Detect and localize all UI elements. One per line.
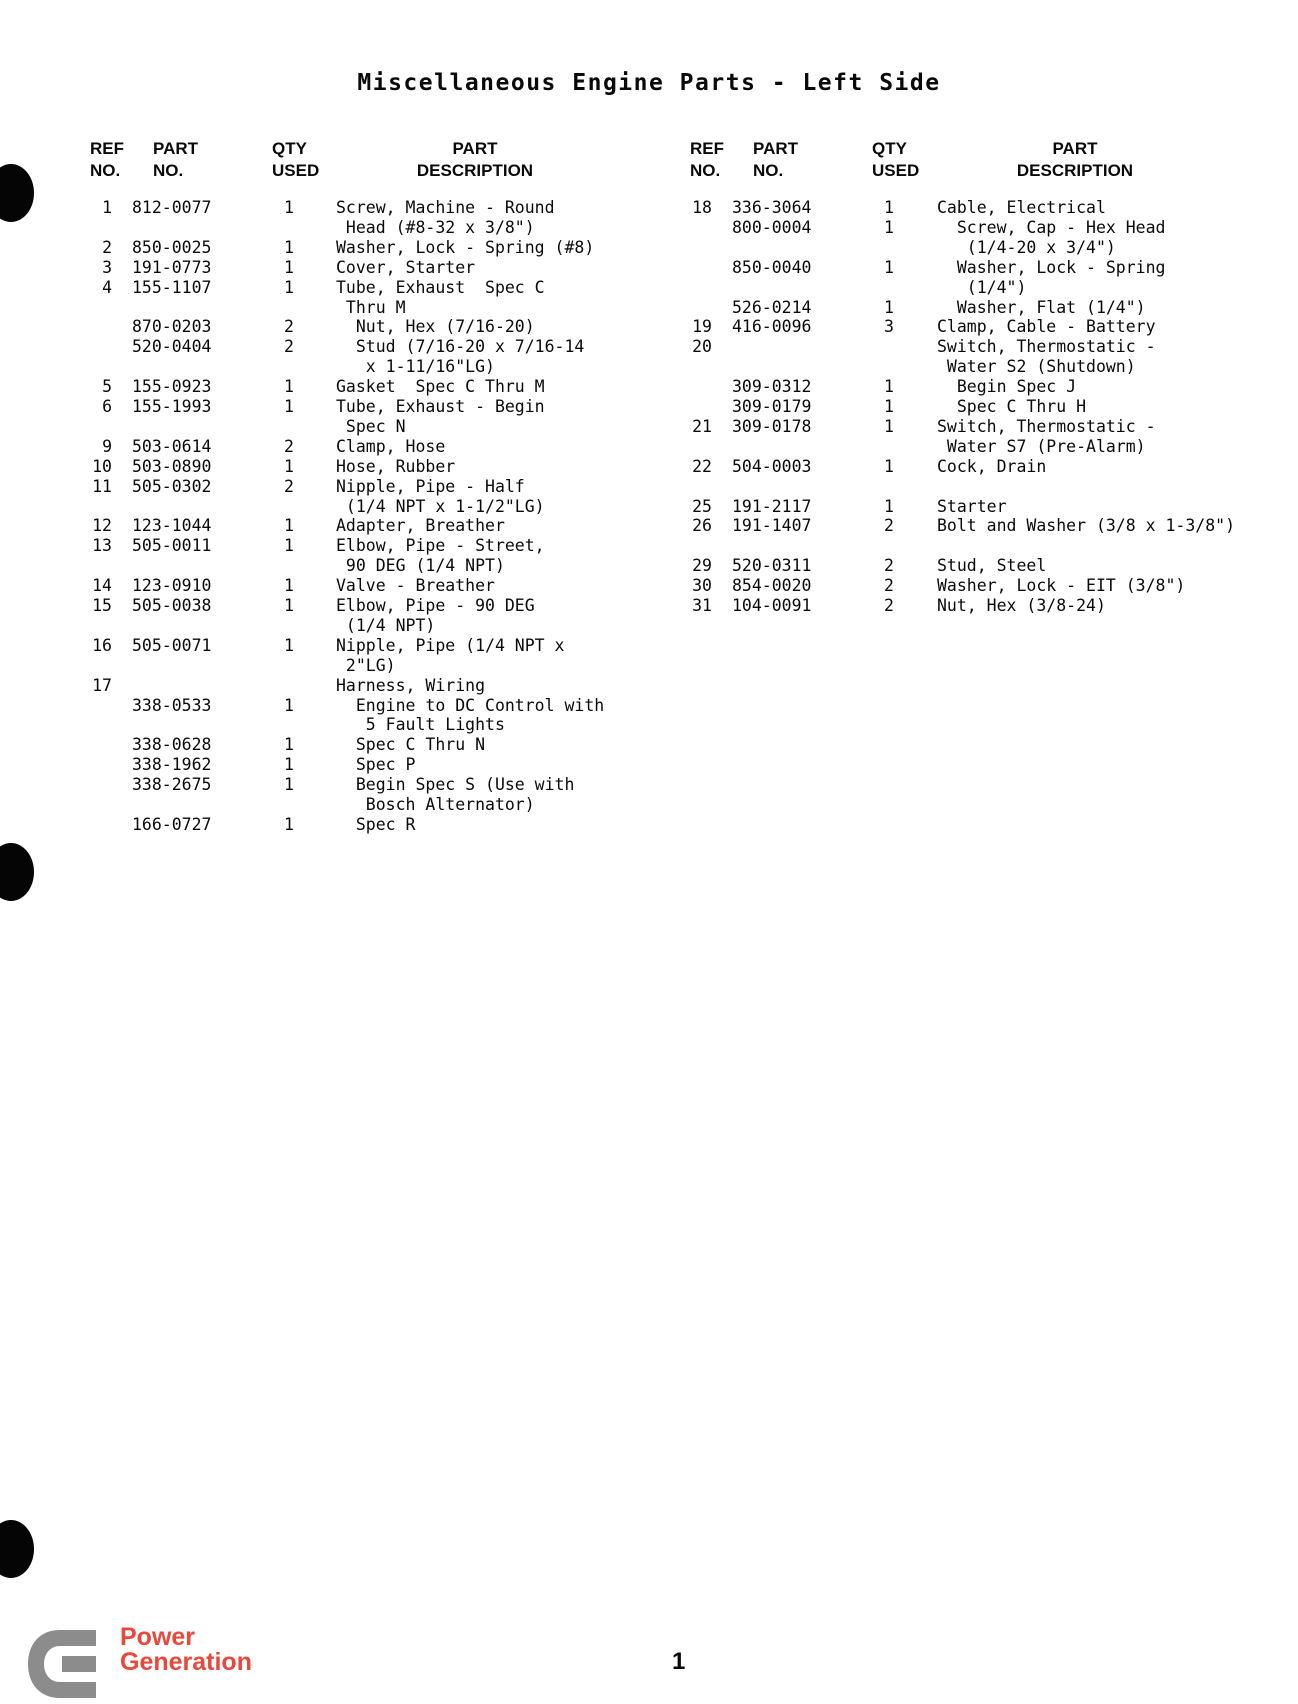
part-qty-right: 2 (884, 556, 894, 576)
cummins-logo-icon (26, 1626, 100, 1702)
part-qty-right: 1 (884, 377, 894, 397)
part-description-left: Tube, Exhaust Spec C (336, 277, 545, 297)
part-description-right: Screw, Cap - Hex Head (937, 217, 1166, 237)
part-description-right: Switch, Thermostatic - (937, 416, 1156, 436)
part-ref-no-right: 22 (692, 456, 712, 476)
part-description-right: Cable, Electrical (937, 198, 1106, 217)
part-description-left: Engine to DC Control with (336, 695, 605, 715)
part-description-right: Cock, Drain (937, 456, 1047, 476)
part-number-left: 503-0614 (132, 436, 212, 456)
part-ref-no-right: 31 (692, 596, 712, 615)
part-qty-right: 1 (884, 456, 894, 476)
part-number-right: 416-0096 (732, 317, 812, 337)
part-description-left: Nut, Hex (7/16-20) (336, 317, 535, 337)
part-description-left: x 1-11/16"LG) (336, 357, 495, 377)
part-description-right: Clamp, Cable - Battery (937, 317, 1156, 337)
part-qty-left: 1 (284, 775, 294, 795)
header-part-description-right: PART DESCRIPTION (1016, 139, 1134, 180)
header-part-no-left: PART NO. (153, 139, 199, 180)
part-description-left: Spec P (336, 755, 416, 775)
part-ref-no-left: 6 (102, 397, 112, 416)
part-number-right: 336-3064 (732, 198, 812, 217)
part-qty-left: 1 (284, 735, 294, 755)
part-number-left: 505-0071 (132, 635, 212, 655)
header-qty-used-right: QTY USED (872, 139, 920, 180)
part-number-left: 870-0203 (132, 317, 212, 337)
part-qty-right: 2 (884, 576, 894, 596)
part-number-left: 812-0077 (132, 198, 212, 217)
part-ref-no-left: 16 (92, 635, 112, 655)
part-description-left: Cover, Starter (336, 257, 476, 277)
part-number-right: 520-0311 (732, 556, 812, 576)
part-qty-right: 3 (884, 317, 894, 337)
part-qty-left: 1 (284, 814, 294, 834)
part-description-left: Hose, Rubber (336, 456, 456, 476)
part-qty-left: 1 (284, 456, 294, 476)
part-ref-no-left: 5 (102, 377, 112, 397)
part-number-left: 850-0025 (132, 237, 212, 257)
part-description-right: Nut, Hex (3/8-24) (937, 596, 1106, 615)
part-number-right: 309-0178 (732, 416, 812, 436)
part-ref-no-right: 30 (692, 576, 712, 596)
part-description-right: Begin Spec J (937, 377, 1077, 397)
part-qty-left: 1 (284, 397, 294, 416)
part-ref-no-left: 17 (92, 675, 112, 695)
part-number-right: 854-0020 (732, 576, 812, 596)
part-description-left: Elbow, Pipe - Street, (336, 536, 545, 556)
part-ref-no-right: 29 (692, 556, 712, 576)
part-qty-left: 1 (284, 536, 294, 556)
part-description-right: Washer, Lock - EIT (3/8") (937, 576, 1186, 596)
part-number-right: 309-0179 (732, 397, 812, 416)
part-description-right: Water S2 (Shutdown) (937, 357, 1136, 377)
part-description-left: (1/4 NPT x 1-1/2"LG) (336, 496, 545, 516)
part-qty-right: 1 (884, 257, 894, 277)
part-number-left: 505-0302 (132, 476, 212, 496)
punch-hole (0, 164, 34, 222)
part-ref-no-left: 4 (102, 277, 112, 297)
part-number-left: 505-0011 (132, 536, 212, 556)
part-number-right: 191-1407 (732, 516, 812, 536)
part-qty-left: 2 (284, 476, 294, 496)
punch-hole (0, 843, 34, 901)
part-number-left: 191-0773 (132, 257, 212, 277)
part-description-right: (1/4") (937, 277, 1027, 297)
part-qty-left: 1 (284, 635, 294, 655)
header-ref-no-left: REF NO. (90, 139, 124, 180)
part-description-right: Washer, Lock - Spring (937, 257, 1166, 277)
part-description-left: Spec R (336, 814, 416, 834)
part-description-left: Stud (7/16-20 x 7/16-14 (336, 337, 585, 357)
part-number-left: 166-0727 (132, 814, 212, 834)
part-number-left: 338-1962 (132, 755, 212, 775)
part-description-right: Switch, Thermostatic - (937, 337, 1156, 357)
part-qty-left: 1 (284, 596, 294, 615)
part-ref-no-right: 20 (692, 337, 712, 357)
part-description-left: (1/4 NPT) (336, 615, 436, 635)
part-number-left: 505-0038 (132, 596, 212, 615)
part-ref-no-right: 26 (692, 516, 712, 536)
page-title: Miscellaneous Engine Parts - Left Side (357, 70, 941, 96)
part-number-right: 309-0312 (732, 377, 812, 397)
part-number-left: 503-0890 (132, 456, 212, 476)
part-description-left: Nipple, Pipe (1/4 NPT x (336, 635, 565, 655)
part-description-left: Washer, Lock - Spring (#8) (336, 237, 595, 257)
part-ref-no-left: 13 (92, 536, 112, 556)
part-description-left: Head (#8-32 x 3/8") (336, 217, 535, 237)
part-description-left: Spec N (336, 416, 406, 436)
part-ref-no-left: 12 (92, 516, 112, 536)
part-qty-left: 1 (284, 516, 294, 536)
part-description-left: Begin Spec S (Use with (336, 775, 575, 795)
part-qty-left: 1 (284, 237, 294, 257)
header-part-description-left: PART DESCRIPTION (416, 139, 534, 180)
brand-line-power: Power (120, 1623, 196, 1651)
part-description-left: Valve - Breather (336, 576, 495, 596)
part-number-right: 800-0004 (732, 217, 812, 237)
part-ref-no-left: 14 (92, 576, 112, 596)
part-ref-no-left: 1 (102, 198, 112, 217)
part-description-right: Water S7 (Pre-Alarm) (937, 436, 1146, 456)
part-description-left: Spec C Thru N (336, 735, 486, 755)
part-number-left: 123-0910 (132, 576, 212, 596)
part-ref-no-right: 25 (692, 496, 712, 516)
part-qty-right: 1 (884, 217, 894, 237)
part-qty-left: 2 (284, 317, 294, 337)
part-qty-right: 1 (884, 397, 894, 416)
part-ref-no-left: 15 (92, 596, 112, 615)
part-description-left: 2"LG) (336, 655, 396, 675)
part-qty-right: 2 (884, 516, 894, 536)
part-description-right: Starter (937, 496, 1007, 516)
part-qty-left: 2 (284, 436, 294, 456)
part-qty-left: 1 (284, 257, 294, 277)
part-qty-left: 1 (284, 695, 294, 715)
punch-hole (0, 1520, 34, 1578)
header-ref-no-right: REF NO. (690, 139, 724, 180)
part-ref-no-left: 10 (92, 456, 112, 476)
part-number-right: 526-0214 (732, 297, 812, 317)
part-ref-no-right: 21 (692, 416, 712, 436)
part-description-right: (1/4-20 x 3/4") (937, 237, 1116, 257)
part-qty-left: 1 (284, 277, 294, 297)
part-ref-no-left: 2 (102, 237, 112, 257)
part-qty-left: 1 (284, 755, 294, 775)
part-description-left: Elbow, Pipe - 90 DEG (336, 596, 535, 615)
part-ref-no-left: 11 (92, 476, 112, 496)
part-qty-left: 1 (284, 198, 294, 217)
part-number-left: 155-1107 (132, 277, 212, 297)
part-qty-right: 1 (884, 416, 894, 436)
part-ref-no-left: 9 (102, 436, 112, 456)
part-description-left: 5 Fault Lights (336, 715, 505, 735)
part-ref-no-left: 3 (102, 257, 112, 277)
brand-line-generation: Generation (120, 1648, 252, 1676)
part-number-left: 338-0533 (132, 695, 212, 715)
part-number-left: 338-2675 (132, 775, 212, 795)
part-number-left: 155-0923 (132, 377, 212, 397)
part-qty-right: 1 (884, 496, 894, 516)
part-qty-right: 2 (884, 596, 894, 615)
part-number-left: 338-0628 (132, 735, 212, 755)
part-number-left: 155-1993 (132, 397, 212, 416)
part-ref-no-right: 18 (692, 198, 712, 217)
header-part-no-right: PART NO. (753, 139, 799, 180)
part-ref-no-right: 19 (692, 317, 712, 337)
part-qty-right: 1 (884, 297, 894, 317)
part-number-right: 104-0091 (732, 596, 812, 615)
part-description-left: Bosch Alternator) (336, 795, 535, 814)
part-description-left: Nipple, Pipe - Half (336, 476, 525, 496)
part-qty-right: 1 (884, 198, 894, 217)
part-qty-left: 2 (284, 337, 294, 357)
header-qty-used-left: QTY USED (272, 139, 320, 180)
part-description-left: 90 DEG (1/4 NPT) (336, 556, 505, 576)
part-number-right: 504-0003 (732, 456, 812, 476)
part-description-right: Spec C Thru H (937, 397, 1087, 416)
part-qty-left: 1 (284, 377, 294, 397)
part-description-left: Screw, Machine - Round (336, 198, 555, 217)
part-description-right: Washer, Flat (1/4") (937, 297, 1146, 317)
part-description-right: Bolt and Washer (3/8 x 1-3/8") (937, 516, 1236, 536)
part-number-left: 123-1044 (132, 516, 212, 536)
part-description-left: Adapter, Breather (336, 516, 505, 536)
part-description-left: Thru M (336, 297, 406, 317)
part-number-right: 850-0040 (732, 257, 812, 277)
part-description-left: Harness, Wiring (336, 675, 486, 695)
part-number-left: 520-0404 (132, 337, 212, 357)
part-description-left: Clamp, Hose (336, 436, 446, 456)
page-number: 1 (672, 1648, 686, 1675)
part-qty-left: 1 (284, 576, 294, 596)
part-description-left: Gasket Spec C Thru M (336, 377, 545, 397)
part-description-right: Stud, Steel (937, 556, 1047, 576)
part-description-left: Tube, Exhaust - Begin (336, 397, 545, 416)
part-number-right: 191-2117 (732, 496, 812, 516)
